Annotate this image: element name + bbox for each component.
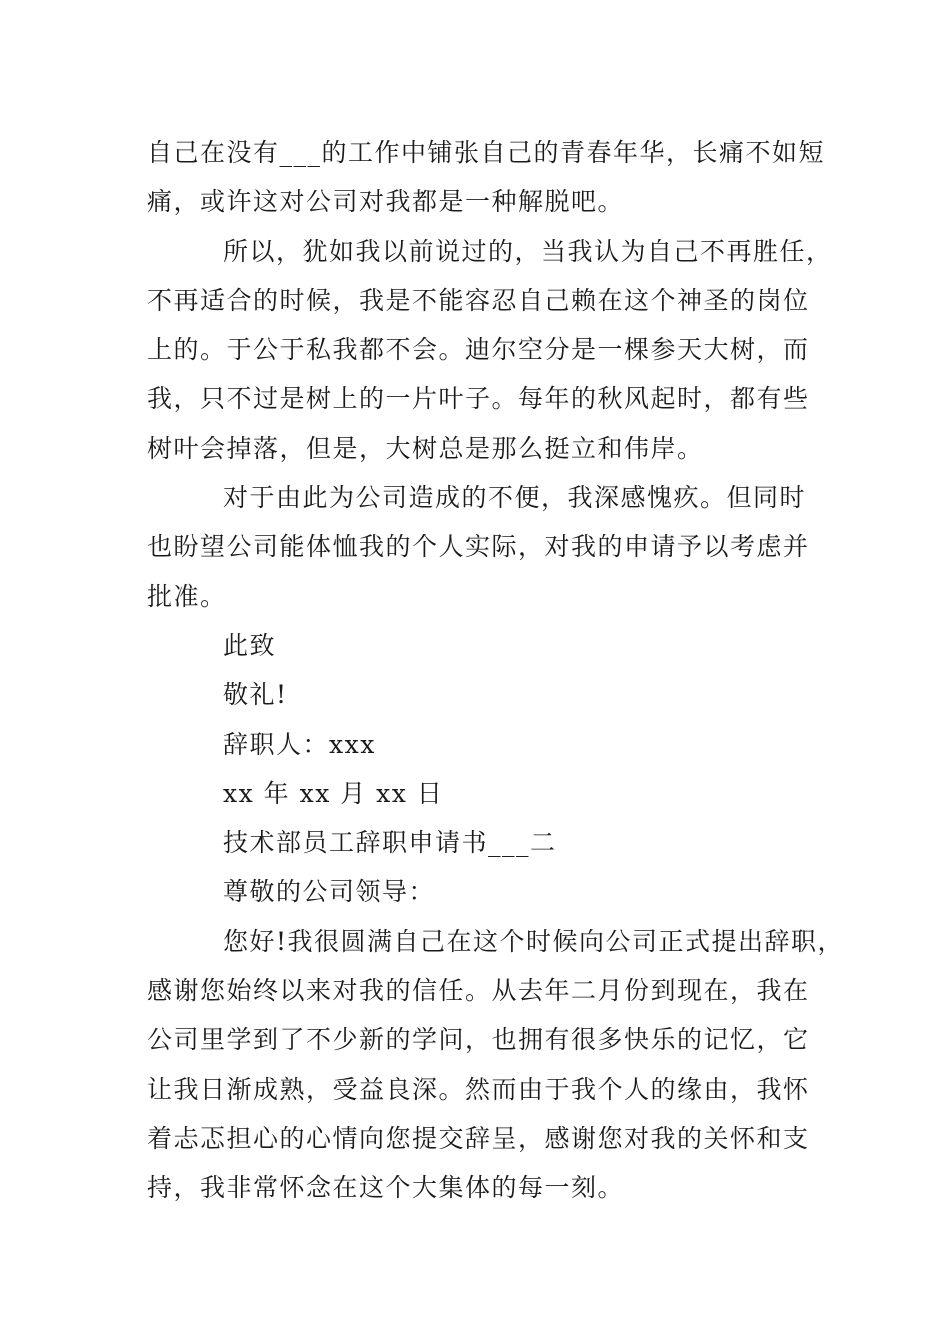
text-line: 所以，犹如我以前说过的，当我认为自己不再胜任， bbox=[223, 236, 833, 266]
document-body bbox=[147, 128, 845, 1213]
section-title: 技术部员工辞职申请书___二 bbox=[223, 828, 557, 858]
text-line: 也盼望公司能体恤我的个人实际，对我的申请予以考虑并 bbox=[147, 532, 810, 562]
text-line: 上的。于公于私我都不会。迪尔空分是一棵参天大树，而 bbox=[147, 335, 810, 365]
greeting: 尊敬的公司领导： bbox=[223, 877, 436, 907]
closing-salutation: 此致 bbox=[223, 630, 277, 660]
text-line: 您好!我很圆满自己在这个时候向公司正式提出辞职， bbox=[223, 926, 845, 956]
text-line: 批准。 bbox=[147, 581, 227, 611]
text-line: 着忐忑担心的心情向您提交辞呈，感谢您对我的关怀和支 bbox=[147, 1123, 810, 1153]
text-line: 持，我非常怀念在这个大集体的每一刻。 bbox=[147, 1173, 625, 1203]
text-line: 树叶会掉落，但是，大树总是那么挺立和伟岸。 bbox=[147, 433, 704, 463]
text-line: 对于由此为公司造成的不便，我深感愧疚。但同时 bbox=[223, 483, 807, 513]
signatory: 辞职人：xxx bbox=[223, 729, 376, 759]
text-line: 自己在没有___的工作中铺张自己的青春年华，长痛不如短 bbox=[147, 138, 826, 167]
text-line: 痛，或许这对公司对我都是一种解脱吧。 bbox=[147, 187, 625, 217]
text-line: 感谢您始终以来对我的信任。从去年二月份到现在，我在 bbox=[147, 976, 810, 1006]
text-line: 我，只不过是树上的一片叶子。每年的秋风起时，都有些 bbox=[147, 384, 810, 414]
date-line: xx 年 xx 月 xx 日 bbox=[223, 778, 444, 808]
closing-regards: 敬礼! bbox=[223, 680, 288, 710]
text-line: 不再适合的时候，我是不能容忍自己赖在这个神圣的岗位 bbox=[147, 285, 810, 315]
text-line: 公司里学到了不少新的学问，也拥有很多快乐的记忆，它 bbox=[147, 1025, 810, 1055]
text-line: 让我日渐成熟，受益良深。然而由于我个人的缘由，我怀 bbox=[147, 1074, 810, 1104]
